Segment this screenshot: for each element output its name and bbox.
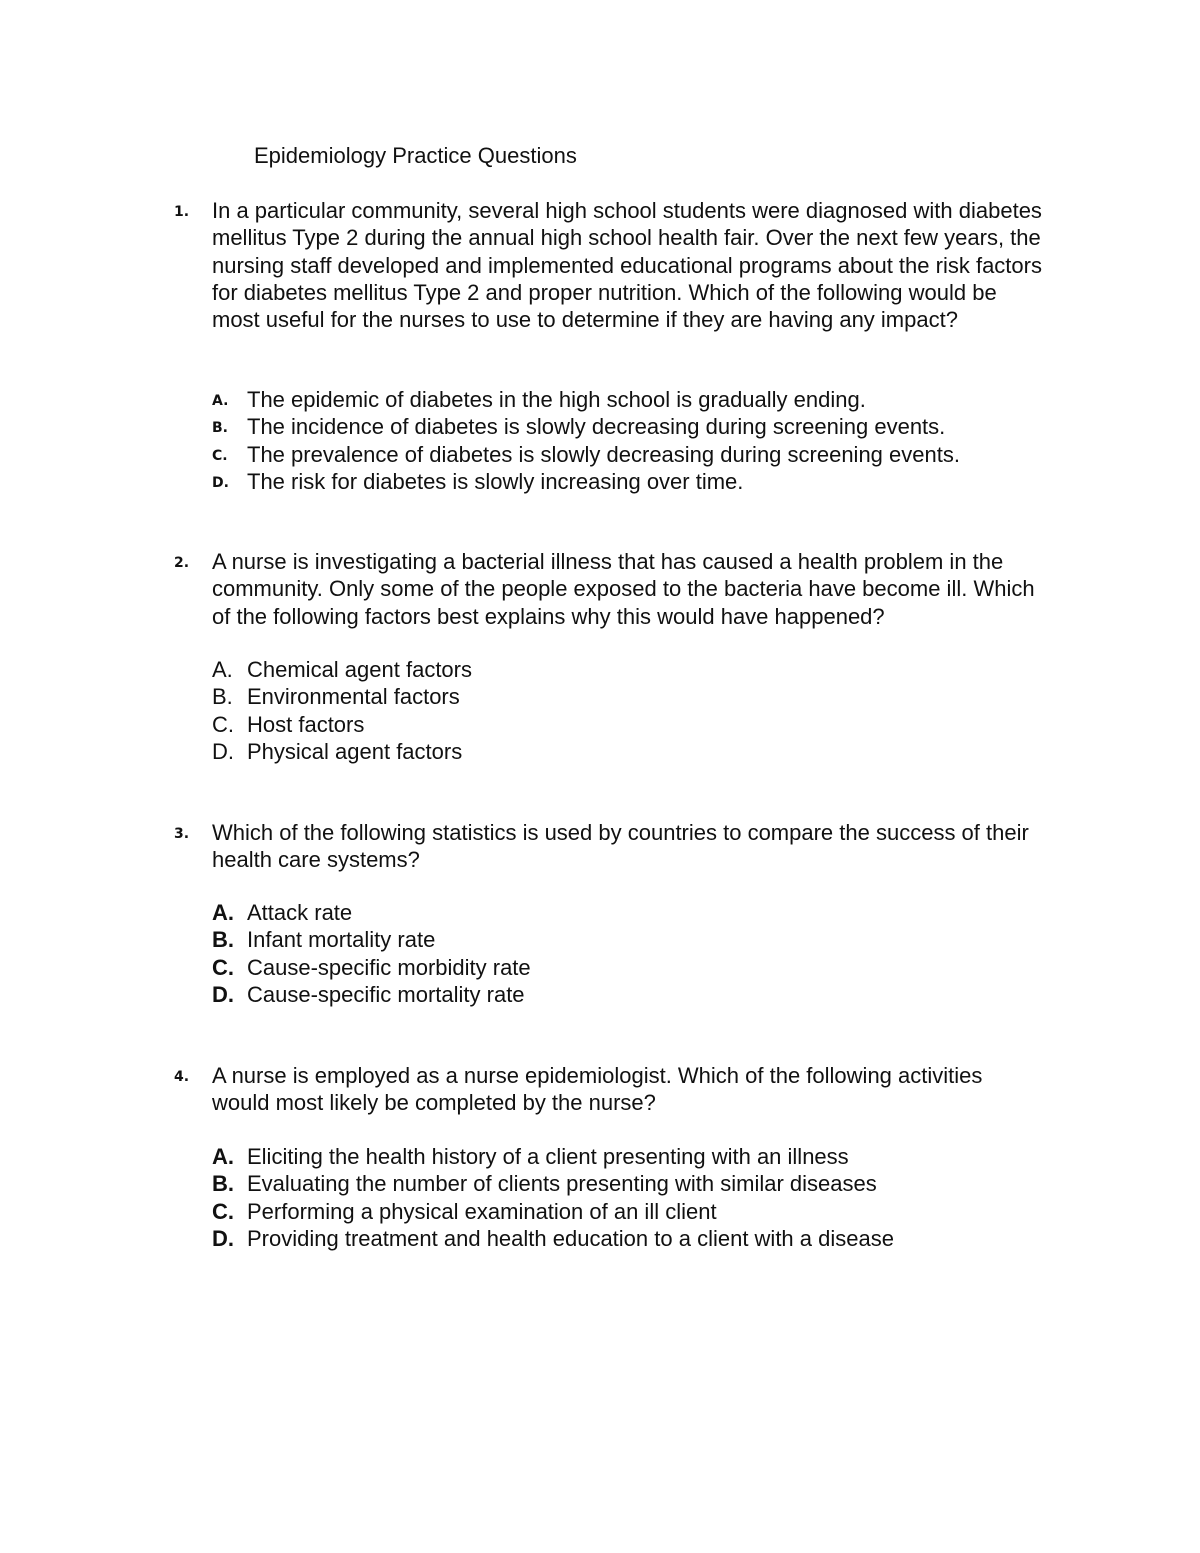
answer-option bbox=[0, 656, 1200, 683]
option-letter: B. bbox=[212, 927, 234, 953]
option-text: Eliciting the health history of a client presenting with an illness bbox=[247, 1144, 849, 1169]
question-text: Which of the following statistics is used by countries to compare the success of their health care systems? bbox=[212, 820, 1029, 873]
answer-option bbox=[0, 683, 1200, 710]
option-text: Attack rate bbox=[247, 900, 353, 925]
option-letter: B. bbox=[212, 684, 233, 710]
answer-option bbox=[0, 926, 1200, 953]
answer-option bbox=[0, 413, 1200, 440]
answer-option bbox=[0, 738, 1200, 765]
question-text: A nurse is investigating a bacterial illness that has caused a health problem in the community. Only some of the people exposed to the bacteria have become ill. Which of the following factors best explains why this would have happened? bbox=[212, 549, 1035, 629]
answer-option bbox=[0, 954, 1200, 981]
option-text: Chemical agent factors bbox=[247, 657, 472, 682]
answer-options-3 bbox=[0, 899, 1200, 1008]
option-text: Host factors bbox=[247, 711, 365, 737]
option-letter: D. bbox=[212, 1225, 234, 1251]
answer-option bbox=[0, 899, 1200, 926]
option-text: The incidence of diabetes is slowly decreasing during screening events. bbox=[247, 414, 946, 440]
option-text: Performing a physical examination of an ill client bbox=[247, 1198, 717, 1224]
option-text: Cause-specific morbidity rate bbox=[247, 954, 531, 980]
option-text: Infant mortality rate bbox=[247, 927, 436, 953]
option-text: Providing treatment and health education to a client with a disease bbox=[247, 1225, 894, 1251]
answer-option bbox=[0, 711, 1200, 738]
option-letter: B. bbox=[212, 420, 228, 437]
option-letter: A. bbox=[212, 657, 233, 682]
question-text: In a particular community, several high school students were diagnosed with diabetes mellitus Type 2 during the annual high school health fair. Over the next few years, the nursing staff developed and implemented educational programs about the risk factors for diabetes mellitus Type 2 and proper nutrition. Which of the following would be most useful for the nurses to use to determine if they are having any impact? bbox=[212, 198, 1042, 333]
answer-option bbox=[0, 981, 1200, 1008]
option-letter: A. bbox=[212, 393, 229, 409]
answer-option bbox=[0, 1198, 1200, 1225]
question-text: A nurse is employed as a nurse epidemiologist. Which of the following activities would most likely be completed by the nurse? bbox=[212, 1063, 983, 1116]
answer-options-1 bbox=[0, 386, 1200, 495]
option-letter: C. bbox=[212, 447, 228, 464]
option-letter: D. bbox=[212, 981, 234, 1007]
answer-option bbox=[0, 1143, 1200, 1170]
answer-option bbox=[0, 441, 1200, 468]
option-letter: A. bbox=[212, 900, 234, 925]
option-text: Cause-specific mortality rate bbox=[247, 981, 525, 1007]
option-text: Physical agent factors bbox=[247, 738, 463, 764]
option-text: Environmental factors bbox=[247, 684, 460, 710]
option-text: The epidemic of diabetes in the high school is gradually ending. bbox=[247, 387, 866, 412]
option-letter: C. bbox=[212, 954, 234, 980]
option-letter: D. bbox=[212, 474, 229, 491]
option-text: Evaluating the number of clients presenting with similar diseases bbox=[247, 1171, 877, 1197]
answer-option bbox=[0, 468, 1200, 495]
option-letter: B. bbox=[212, 1171, 234, 1197]
question-number: 2. bbox=[174, 555, 190, 571]
option-letter: C. bbox=[212, 711, 234, 737]
answer-option bbox=[0, 1170, 1200, 1197]
question-number: 1. bbox=[174, 204, 190, 220]
page-title: Epidemiology Practice Questions bbox=[254, 143, 577, 168]
option-letter: C. bbox=[212, 1198, 234, 1224]
option-letter: D. bbox=[212, 738, 234, 764]
option-text: The prevalence of diabetes is slowly decreasing during screening events. bbox=[247, 441, 960, 467]
answer-option bbox=[0, 386, 1200, 413]
option-text: The risk for diabetes is slowly increasing over time. bbox=[247, 468, 744, 494]
option-letter: A. bbox=[212, 1144, 234, 1169]
question-number: 4. bbox=[174, 1069, 190, 1085]
answer-options-2 bbox=[0, 656, 1200, 765]
answer-option bbox=[0, 1225, 1200, 1252]
answer-options-4 bbox=[0, 1143, 1200, 1252]
question-number: 3. bbox=[174, 826, 190, 842]
